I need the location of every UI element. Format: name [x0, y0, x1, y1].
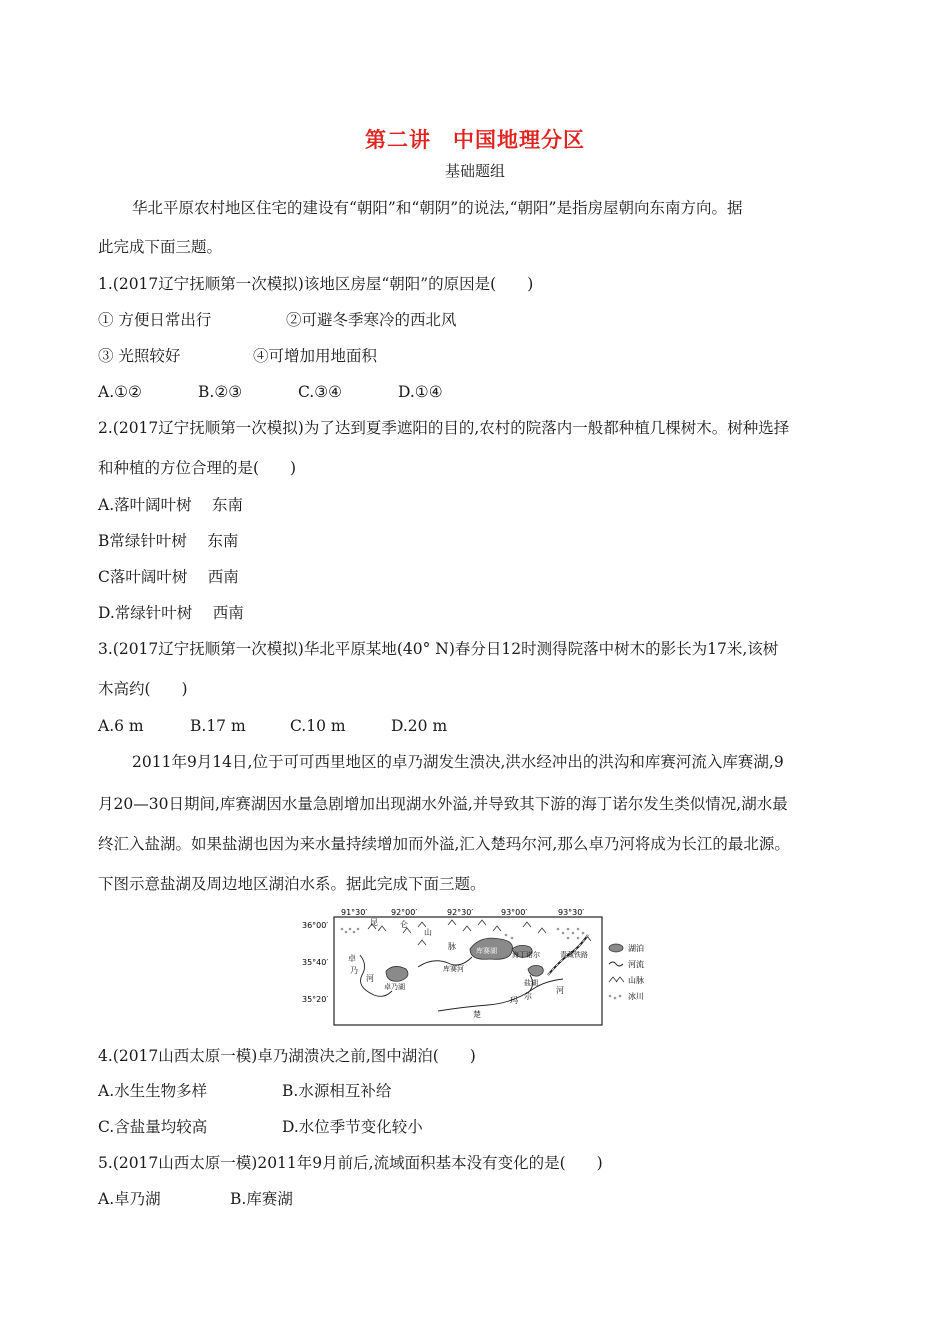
q1-statement-2: ②可避冬季寒冷的西北风: [286, 311, 457, 329]
q3-option-c: C.10 m: [290, 717, 346, 735]
lake-label: 卓乃湖: [384, 983, 405, 991]
page-title: 第二讲 中国地理分区: [365, 128, 585, 152]
question-5-stem: 5.(2017山西太原一模)2011年9月前后,流域面积基本没有变化的是( ): [98, 1154, 603, 1172]
q1-option-a: A.①②: [98, 383, 142, 401]
intro-paragraph-line: 此完成下面三题。: [98, 238, 223, 256]
longitude-label: 93°00′: [501, 908, 528, 917]
river-label: 尔: [524, 992, 532, 1001]
legend-lake-symbol: [609, 944, 623, 952]
q4-option-d: D.水位季节变化较小: [282, 1118, 423, 1136]
q3-option-d: D.20 m: [391, 717, 448, 735]
lake-label: 海丁诺尔: [512, 951, 540, 959]
legend-lake-label: 湖泊: [628, 944, 644, 953]
question-1-stem: 1.(2017辽宁抚顺第一次模拟)该地区房屋“朝阳”的原因是( ): [98, 275, 534, 293]
mountain-label: 山: [424, 928, 432, 937]
section-subtitle: 基础题组: [444, 162, 505, 180]
q4-option-c: C.含盐量均较高: [98, 1118, 208, 1136]
q3-option-a: A.6 m: [98, 717, 144, 735]
legend-river-label: 河流: [628, 960, 644, 969]
lake-label: 库赛湖: [476, 947, 497, 955]
river-label: 楚: [473, 1010, 481, 1019]
mountain-label: 脉: [448, 942, 456, 951]
intro-paragraph-line: 下图示意盐湖及周边地区湖泊水系。据此完成下面三题。: [98, 875, 486, 893]
longitude-label: 92°30′: [447, 908, 474, 917]
legend-river-symbol: [609, 962, 623, 966]
question-2-stem: 和种植的方位合理的是( ): [98, 459, 297, 477]
latitude-label: 35°40′: [302, 958, 329, 967]
q5-option-b: B.库赛湖: [230, 1190, 293, 1208]
intro-paragraph-line: 终汇入盐湖。如果盐湖也因为来水量持续增加而外溢,汇入楚玛尔河,那么卓乃河将成为长江的最北源。: [98, 835, 790, 853]
latitude-label: 35°20′: [302, 995, 329, 1004]
lake-label: 盐湖: [524, 979, 538, 987]
glacier-area: [341, 928, 585, 940]
longitude-label: 92°00′: [391, 908, 418, 917]
longitude-label: 91°30′: [341, 908, 368, 917]
q1-option-c: C.③④: [298, 383, 343, 401]
river-label: 河: [366, 974, 374, 983]
legend-mountain-symbol: [609, 977, 624, 982]
q2-option-a: A.落叶阔叶树 东南: [98, 496, 244, 514]
legend-mountain-label: 山脉: [628, 976, 644, 985]
q1-statement-4: ④可增加用地面积: [253, 347, 378, 365]
q1-option-b: B.②③: [198, 383, 243, 401]
mountain-label: 昆: [370, 918, 378, 927]
mountain-label: 仑: [400, 920, 408, 929]
lake-system-map: [298, 905, 628, 1030]
river-label: 玛: [510, 996, 518, 1005]
river-label: 卓: [348, 954, 356, 963]
map-legend: [606, 940, 656, 1004]
question-2-stem: 2.(2017辽宁抚顺第一次模拟)为了达到夏季遮阳的目的,农村的院落内一般都种植几棵树木。树种选择: [98, 419, 790, 437]
river-label: 库赛河: [443, 965, 464, 973]
q2-option-d: D.常绿针叶树 西南: [98, 604, 244, 622]
railway-label: 青藏铁路: [560, 951, 588, 959]
river-label: 河: [556, 986, 564, 995]
question-4-stem: 4.(2017山西太原一模)卓乃湖溃决之前,图中湖泊( ): [98, 1047, 476, 1065]
river-label: 乃: [350, 966, 358, 975]
latitude-label: 36°00′: [302, 921, 329, 930]
question-3-stem: 3.(2017辽宁抚顺第一次模拟)华北平原某地(40° N)春分日12时测得院落中树木的影长为17米,该树: [98, 640, 779, 658]
q4-option-a: A.水生生物多样: [98, 1082, 208, 1100]
legend-glacier-label: 冰川: [628, 992, 644, 1001]
q1-statement-1: ① 方便日常出行: [98, 311, 212, 329]
question-3-stem: 木高约( ): [98, 680, 188, 698]
q5-option-a: A.卓乃湖: [98, 1190, 161, 1208]
q3-option-b: B.17 m: [190, 717, 246, 735]
q1-statement-3: ③ 光照较好: [98, 347, 181, 365]
legend-glacier-symbol: [609, 995, 622, 1000]
q1-option-d: D.①④: [398, 383, 443, 401]
q2-option-b: B常绿针叶树 东南: [98, 532, 239, 550]
intro-paragraph-line: 华北平原农村地区住宅的建设有“朝阳”和“朝阴”的说法,“朝阳”是指房屋朝向东南方向。据: [132, 199, 743, 217]
q4-option-b: B.水源相互补给: [282, 1082, 392, 1100]
intro-paragraph-line: 2011年9月14日,位于可可西里地区的卓乃湖发生溃决,洪水经冲出的洪沟和库赛河流入库赛湖,9: [132, 753, 784, 771]
intro-paragraph-line: 月20—30日期间,库赛湖因水量急剧增加出现湖水外溢,并导致其下游的海丁诺尔发生类似情况,湖水最: [98, 795, 788, 813]
longitude-label: 93°30′: [558, 908, 585, 917]
q2-option-c: C落叶阔叶树 西南: [98, 568, 239, 586]
lakes: [386, 938, 543, 981]
